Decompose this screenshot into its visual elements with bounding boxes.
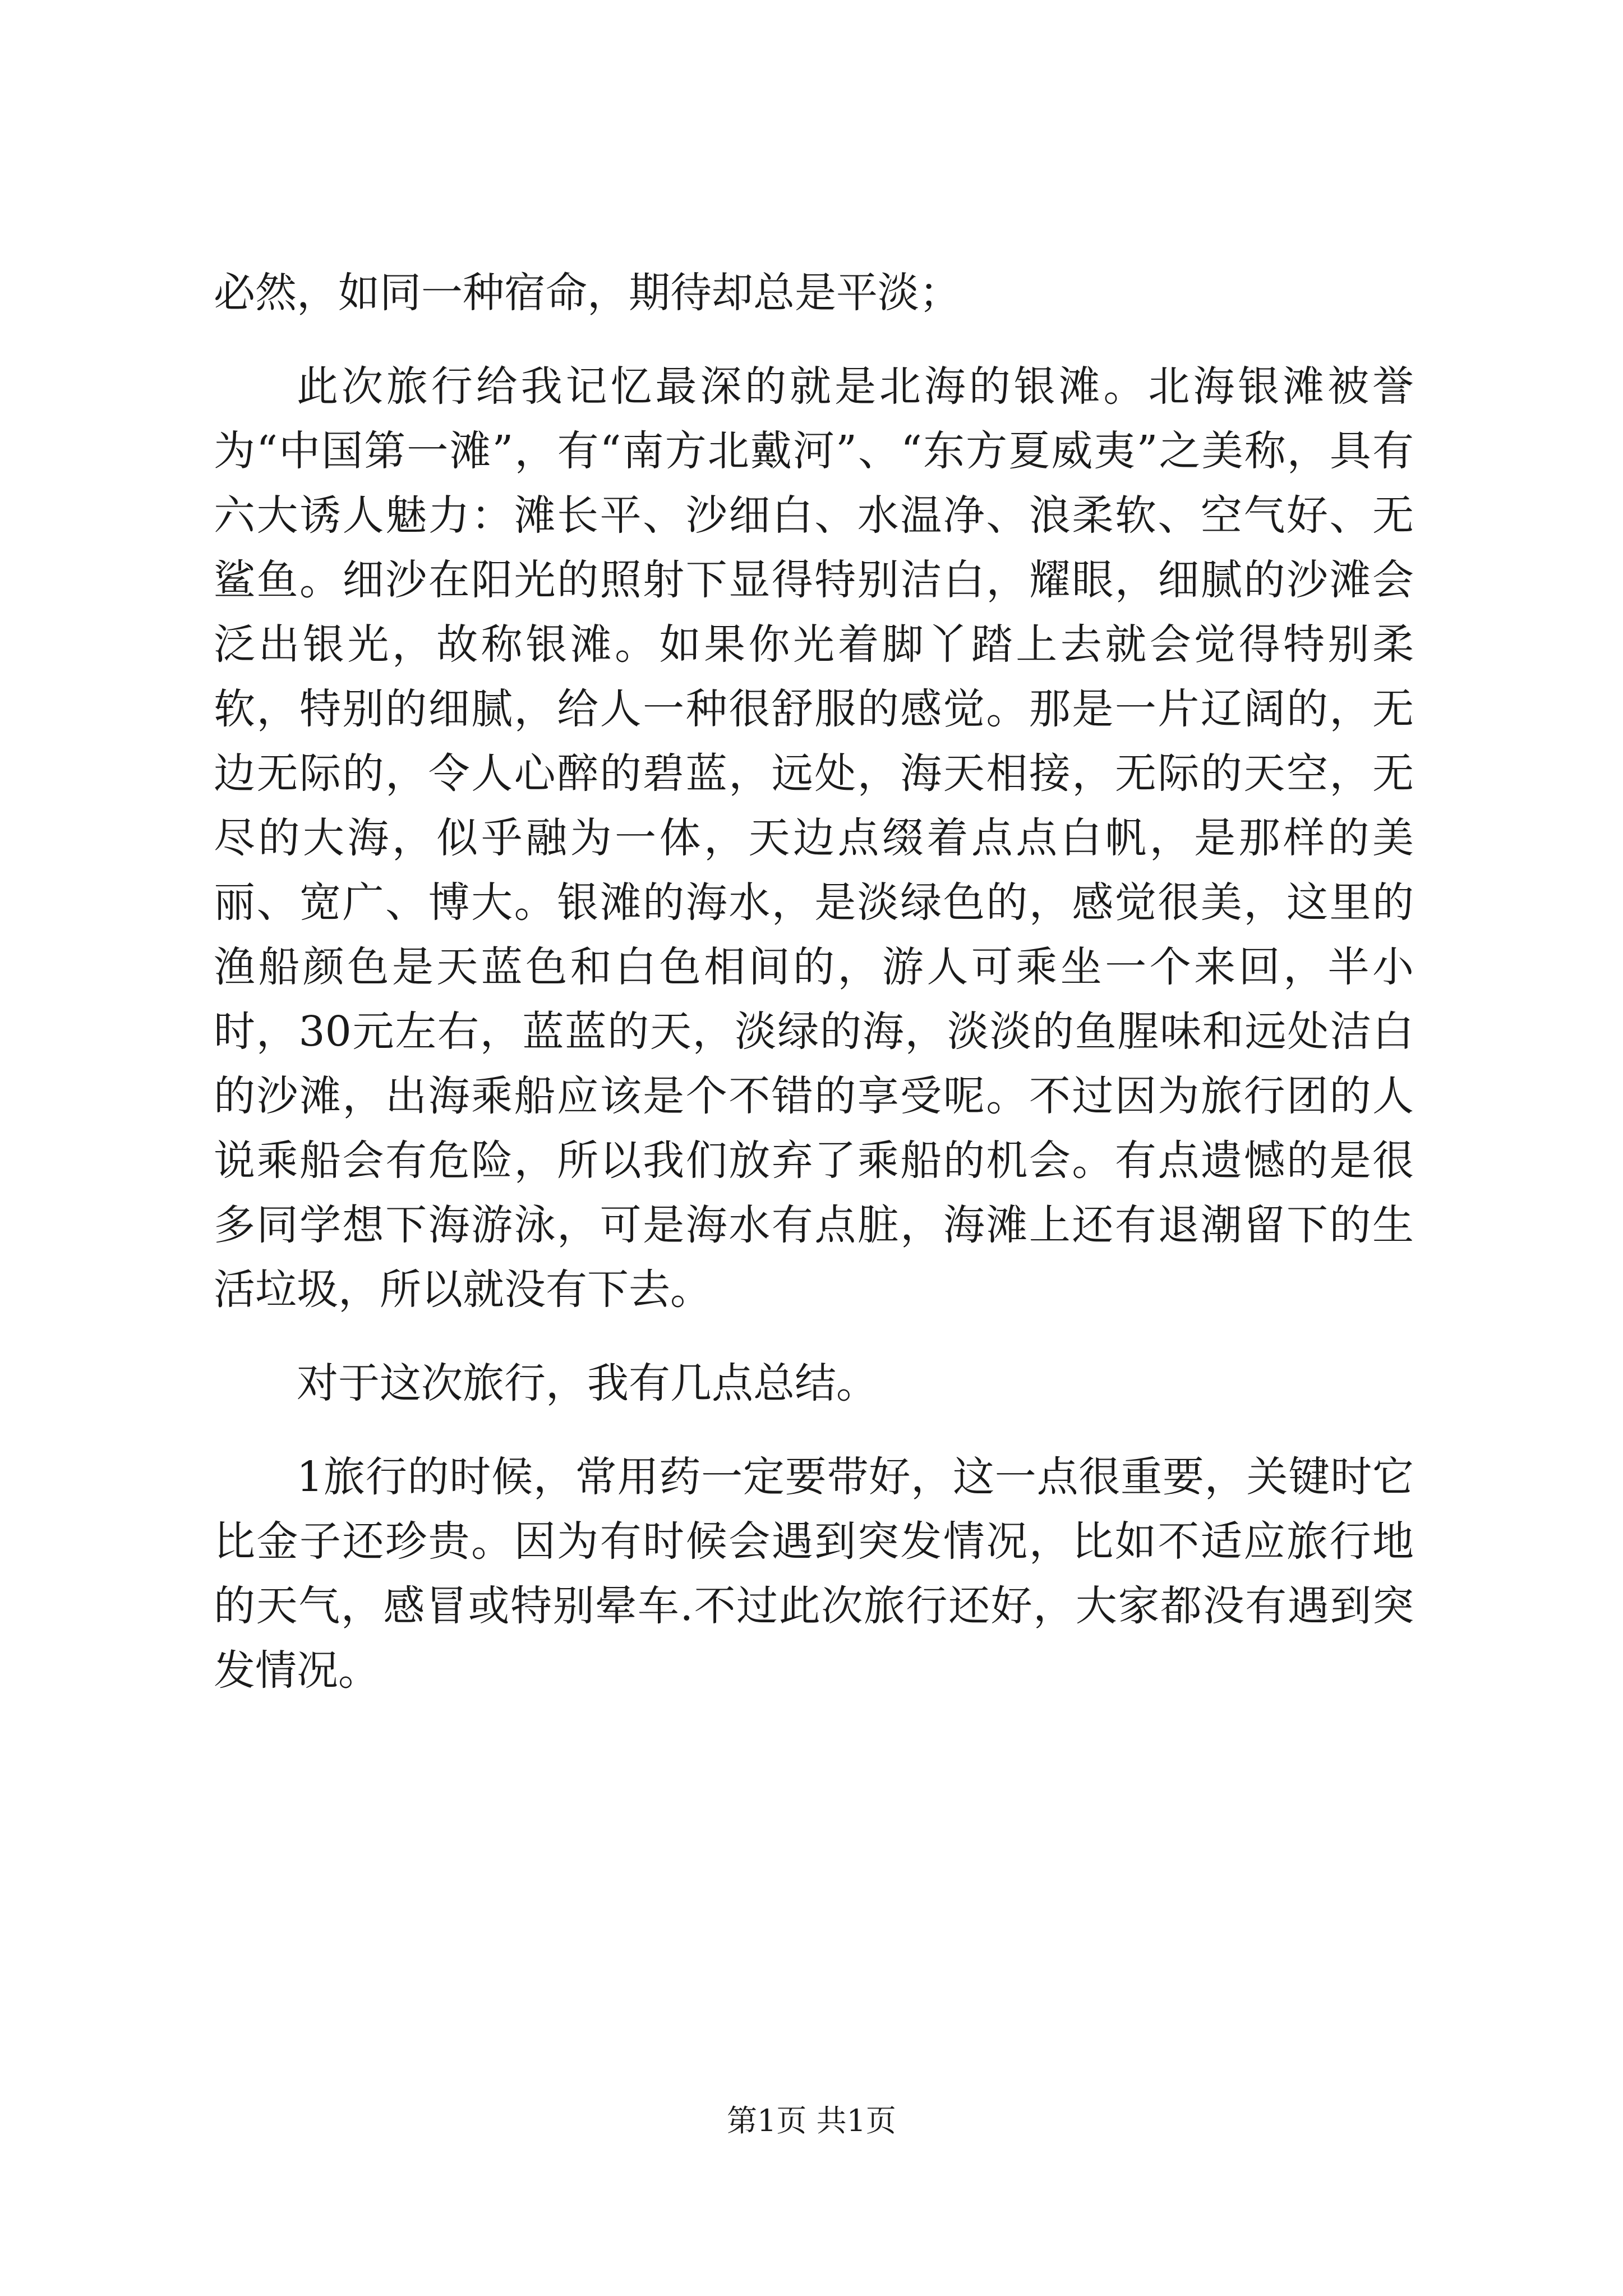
paragraph-summary-intro: 对于这次旅行，我有几点总结。 bbox=[297, 1359, 878, 1407]
page-footer: 第1页 共1页 bbox=[727, 2103, 896, 2138]
document-body bbox=[214, 261, 1414, 1703]
paragraph-intro-end: 必然，如同一种宿命，期待却总是平淡； bbox=[214, 269, 961, 317]
paragraph-silver-beach: 此次旅行给我记忆最深的就是北海的银滩。北海银滩被誉为“中国第一滩”，有“南方北戴河”、“东方夏威夷”之美称，具有六大诱人魅力：滩长平、沙细白、水温净、浪柔软、空气好、无鲨鱼。细沙在阳光的照射下显得特别洁白，耀眼，细腻的沙滩会泛出银光，故称银滩。如果你光着脚丫踏上去就会觉得特别柔软，特别的细腻，给人一种很舒服的感觉。那是一片辽阔的，无边无际的，令人心醉的碧蓝，远处，海天相接，无际的天空，无尽的大海，似乎融为一体，天边点缀着点点白帆，是那样的美丽、宽广、博大。银滩的海水，是淡绿色的，感觉很美，这里的渔船颜色是天蓝色和白色相间的，游人可乘坐一个来回，半小时，30元左右，蓝蓝的天，淡绿的海，淡淡的鱼腥味和远处洁白的沙滩，出海乘船应该是个不错的享受呢。不过因为旅行团的人说乘船会有危险，所以我们放弃了乘船的机会。有点遗憾的是很多同学想下海游泳，可是海水有点脏，海滩上还有退潮留下的生活垃圾，所以就没有下去。 bbox=[214, 362, 1414, 1314]
paragraph-summary-point-1: 1旅行的时候，常用药一定要带好，这一点很重要，关键时它比金子还珍贵。因为有时候会遇到突发情况，比如不适应旅行地的天气，感冒或特别晕车.不过此次旅行还好，大家都没有遇到突发情况。 bbox=[214, 1453, 1414, 1695]
